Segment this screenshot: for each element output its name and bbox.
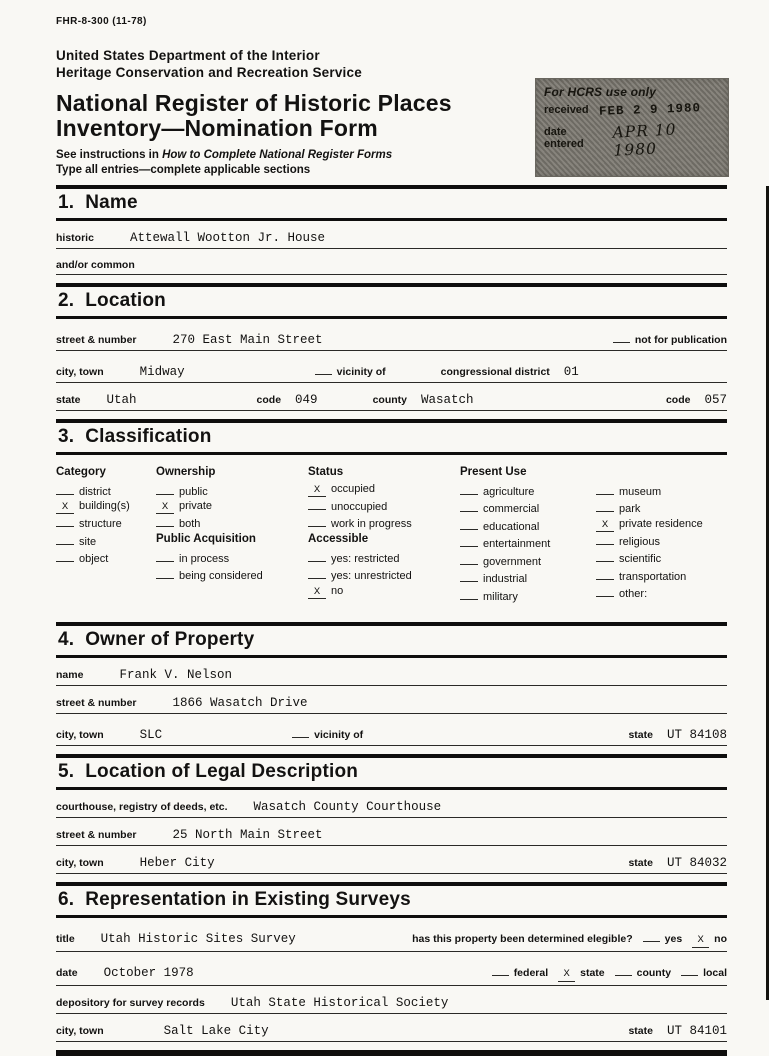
check-blank [156,514,174,527]
check-label: government [483,555,542,568]
check-label: transportation [619,570,687,583]
depository-value: Utah State Historical Society [230,996,449,1011]
depository-label: depository for survey records [56,997,205,1010]
check-blank: X [156,501,174,514]
not-for-publication-blank [613,329,630,343]
check-blank: X [596,519,614,532]
check-label: building(s) [79,500,130,513]
historic-label: historic [56,231,94,244]
section-3-heading: 3. Classification [58,425,212,447]
survey-date-value: October 1978 [103,966,194,981]
city-value: Midway [139,364,185,379]
survey-city-value: Salt Lake City [163,1024,269,1039]
check-item-museum [596,482,727,500]
check-blank [460,517,478,530]
ownership-header: Ownership [156,465,216,478]
owner-vicinity-group [282,724,363,741]
check-blank [156,549,174,562]
check-blank [596,549,614,562]
check-item-unoccupied [308,497,460,515]
check-blank [460,534,478,547]
congressional-district-label: congressional district [440,365,550,378]
owner-state-group [628,728,727,742]
form-title-line-1: National Register of Historic Places [56,89,452,116]
code-value: 057 [704,392,727,407]
check-item-public [156,482,308,500]
check-blank [460,569,478,582]
eligible-yes-blank [643,928,660,942]
present-use-subcolumns [460,482,727,605]
state-level-label: state [580,967,605,980]
agency-header [56,47,727,82]
check-label: site [79,535,97,548]
check-label: educational [483,520,540,533]
check-item-government [460,552,596,570]
check-label: structure [79,518,122,531]
check-blank: X [56,501,74,514]
hcrs-stamp [535,78,729,177]
field-courthouse [56,790,727,818]
check-label: private [179,500,213,513]
section-6-heading: 6. Representation in Existing Surveys [58,889,411,911]
county-blank [615,962,632,976]
common-label: and/or common [56,258,135,271]
field-owner-city [56,714,727,746]
stamp-header: For HCRS use only [544,85,657,99]
eligible-yes-label: yes [664,933,683,946]
survey-state-group [628,1024,727,1038]
legal-state-group [628,856,727,870]
stamp-received-label: received [544,104,589,116]
survey-city-label: city, town [56,1025,104,1038]
vicinity-group [305,361,386,378]
check-label: agriculture [483,485,535,498]
vicinity-blank [292,724,309,738]
check-blank [56,532,74,545]
survey-state-value: UT 84101 [666,1024,727,1039]
check-item-both [156,514,308,532]
check-label: district [79,485,111,498]
survey-title-value: Utah Historic Sites Survey [100,932,296,947]
eligible-no-blank: X [692,934,709,948]
check-item-military [460,587,596,605]
field-survey-date [56,952,727,986]
check-blank [56,549,74,562]
congressional-district-group [441,365,579,379]
present-use-col-1 [460,482,596,605]
code-label: code [665,393,691,406]
status-header: Status [308,465,344,478]
check-item-park [596,499,727,517]
state-label: state [56,393,81,406]
vicinity-label: vicinity of [314,729,364,742]
check-label: work in progress [331,518,412,531]
check-blank: X [308,484,326,497]
check-item-private-residence [596,517,727,532]
survey-date-label: date [56,967,78,980]
present-use-header: Present Use [460,465,527,478]
eligible-no-label: no [714,933,727,946]
check-item-no [308,584,460,599]
survey-state-label: state [628,1025,653,1038]
check-label: occupied [331,482,376,495]
check-item-in-process [156,549,308,567]
check-label: public [179,485,208,498]
field-state-county [56,383,727,411]
check-blank [460,499,478,512]
field-common-name [56,249,727,275]
check-item-educational [460,517,596,535]
public-acquisition-header: Public Acquisition [156,532,256,545]
section-6-surveys [56,882,727,1056]
owner-name-value: Frank V. Nelson [119,668,232,683]
check-item-other [596,584,727,602]
check-label: in process [179,552,230,565]
not-for-publication-label: not for publication [634,333,727,346]
owner-street-label: street & number [56,697,137,710]
field-depository [56,986,727,1014]
check-label: entertainment [483,538,551,551]
local-blank [681,962,698,976]
legal-city-label: city, town [56,857,104,870]
owner-state-value: UT 84108 [666,728,727,743]
county-code-group [666,393,727,407]
legal-city-value: Heber City [139,856,215,871]
check-label: park [619,503,641,516]
section-2-location [56,283,727,411]
field-survey-title [56,918,727,952]
check-item-commercial [460,499,596,517]
check-item-agriculture [460,482,596,500]
check-blank [596,532,614,545]
check-item-yes-restricted [308,549,460,567]
courthouse-label: courthouse, registry of deeds, etc. [56,801,228,814]
survey-level-group [482,962,727,982]
section-4-heading: 4. Owner of Property [58,629,255,651]
state-value: Utah [106,392,137,407]
field-legal-street [56,818,727,846]
check-item-site [56,532,156,550]
check-item-structure [56,514,156,532]
eligibility-question: has this property been determined elegible? [412,933,633,946]
check-item-district [56,482,156,500]
city-label: city, town [56,365,104,378]
status-column [308,466,460,605]
form-title-line-2: Inventory—Nomination Form [56,114,378,141]
check-label: commercial [483,503,540,516]
check-label: yes: restricted [331,552,400,565]
check-label: both [179,518,201,531]
owner-name-label: name [56,669,84,682]
stamp-entered-row [544,120,720,160]
check-blank [156,566,174,579]
check-label: scientific [619,553,662,566]
field-owner-name [56,658,727,686]
check-item-buildings [56,499,156,514]
check-label: industrial [483,573,528,586]
check-label: other: [619,588,648,601]
courthouse-value: Wasatch County Courthouse [253,800,442,815]
check-blank [308,549,326,562]
check-blank [596,482,614,495]
stamp-entered-date: APR 10 1980 [612,120,678,160]
congressional-district-value: 01 [563,364,579,379]
vicinity-label: vicinity of [336,365,386,378]
code-value: 049 [295,392,318,407]
legal-state-value: UT 84032 [666,856,727,871]
historic-value: Attewall Wootton Jr. House [129,230,325,245]
check-label: no [331,584,344,597]
check-item-yes-unrestricted [308,566,460,584]
check-blank [460,482,478,495]
check-item-scientific [596,549,727,567]
check-blank: X [308,586,326,599]
street-label: street & number [56,333,137,346]
state-code-group [257,393,318,407]
check-label: military [483,590,518,603]
field-survey-city [56,1014,727,1042]
check-blank [56,514,74,527]
legal-street-value: 25 North Main Street [172,828,323,843]
owner-city-label: city, town [56,729,104,742]
check-blank [308,514,326,527]
eligibility-group [412,928,727,948]
owner-city-value: SLC [139,728,163,743]
section-4-owner [56,622,727,746]
county-value: Wasatch [420,392,474,407]
check-blank [56,482,74,495]
check-item-entertainment [460,534,596,552]
check-blank [596,499,614,512]
legal-state-label: state [628,857,653,870]
street-value: 270 East Main Street [172,332,323,347]
check-blank [596,567,614,580]
check-item-religious [596,532,727,550]
check-item-private [156,499,308,514]
check-item-transportation [596,567,727,585]
local-label: local [703,967,727,980]
check-label: private residence [619,517,703,530]
check-blank [156,482,174,495]
code-label: code [256,393,282,406]
check-label: religious [619,535,660,548]
check-item-object [56,549,156,567]
accessible-header: Accessible [308,532,369,545]
category-header: Category [56,465,106,478]
instruction-manual-title: How to Complete National Register Forms [162,149,393,162]
instruction-line-2: Type all entries—complete applicable sections [56,163,311,176]
county-label: county [372,393,407,406]
check-label: being considered [179,570,263,583]
field-street-number [56,319,727,351]
present-use-column [460,466,727,605]
survey-title-label: title [56,933,75,946]
check-label: museum [619,485,662,498]
agency-line-1: United States Department of the Interior [56,48,320,63]
check-blank [460,587,478,600]
present-use-col-2 [596,482,727,605]
vicinity-blank [315,361,332,375]
legal-street-label: street & number [56,829,137,842]
classification-grid [56,455,727,615]
field-owner-street [56,686,727,714]
section-5-legal-description [56,754,727,874]
check-label: yes: unrestricted [331,570,412,583]
check-blank [460,552,478,565]
section-2-heading: 2. Location [58,289,166,311]
field-city-town [56,351,727,383]
stamp-received-row [544,103,720,117]
category-column [56,466,156,605]
section-1-name [56,185,727,275]
owner-street-value: 1866 Wasatch Drive [172,696,308,711]
stamp-entered-label: date entered [544,126,584,150]
page-bottom-rule [56,1050,727,1056]
check-blank [308,497,326,510]
field-historic-name [56,221,727,249]
agency-line-2: Heritage Conservation and Recreation Service [56,65,362,81]
check-blank [308,566,326,579]
federal-blank [492,962,509,976]
ownership-column [156,466,308,605]
check-item-being-considered [156,566,308,584]
check-label: object [79,553,109,566]
county-group [373,393,474,407]
section-1-heading: 1. Name [58,191,138,213]
federal-label: federal [513,967,549,980]
section-5-heading: 5. Location of Legal Description [58,761,359,783]
stamp-received-date: FEB 2 9 1980 [598,101,701,119]
check-item-work-in-progress [308,514,460,532]
state-blank: X [558,968,575,982]
form-number: FHR-8-300 (11-78) [56,16,147,27]
check-blank [596,584,614,597]
check-label: unoccupied [331,500,388,513]
county-label: county [636,967,672,980]
owner-state-label: state [628,729,653,742]
instruction-prefix: See instructions in [56,149,163,162]
section-3-classification [56,419,727,615]
field-legal-city [56,846,727,874]
check-item-industrial [460,569,596,587]
not-for-publication-group [603,329,727,346]
check-item-occupied [308,482,460,497]
